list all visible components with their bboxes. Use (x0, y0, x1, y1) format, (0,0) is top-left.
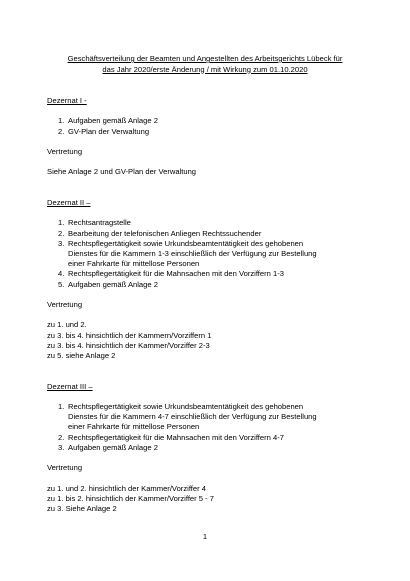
document-body (47, 96, 387, 514)
list-item: 2. Rechtspflegertätigkeit für die Mahnsachen mit den Vorziffern 4-7 (58, 432, 284, 442)
dezernat-1-vertretung-text: Siehe Anlage 2 und GV-Plan der Verwaltung (47, 167, 197, 177)
list-item: 1. Rechtspflegertätigkeit sowie Urkundsbeamtentätigkeit des gehobenen Dienstes für die Kammern 4-7 einschließlich der Verfügung zur Bestellung einer Fahrkarte für mittellose Personen (58, 401, 317, 432)
document-title (0, 54, 410, 75)
list-item: 2. GV-Plan der Verwaltung (58, 126, 150, 136)
dezernat-3-heading: Dezernat III – (47, 381, 93, 391)
dezernat-3-list (47, 402, 387, 453)
vertretung-line: zu 3. bis 4. hinsichtlich der Kammern/Vorziffern 1 (47, 330, 212, 340)
dezernat-3-vertretung (47, 484, 387, 515)
dezernat-1-list (47, 116, 387, 136)
vertretung-line: zu 1. und 2. hinsichtlich der Kammer/Vorziffer 4 (47, 483, 206, 493)
list-item: 3. Rechtspflegertätigkeit sowie Urkundsbeamtentätigkeit des gehobenen Dienstes für die Kammern 1-3 einschließlich der Verfügung zur Bestellung einer Fahrkarte für mittellose Personen (58, 238, 317, 269)
title-line-2: das Jahr 2020/erste Änderung / mit Wirkung zum 01.10.2020 (102, 64, 308, 74)
vertretung-line: zu 1. bis 2. hinsichtlich der Kammer/Vorziffer 5 - 7 (47, 493, 214, 503)
list-item: 1. Aufgaben gemäß Anlage 2 (58, 116, 158, 126)
dezernat-2-vertretung-label: Vertretung (47, 299, 83, 309)
dezernat-3-vertretung-label: Vertretung (47, 463, 83, 473)
vertretung-line: zu 1. und 2. (47, 320, 87, 330)
list-item: 5. Aufgaben gemäß Anlage 2 (58, 279, 158, 289)
vertretung-line: zu 3. Siehe Anlage 2 (47, 503, 117, 513)
vertretung-line: zu 3. bis 4. hinsichtlich der Kammer/Vorziffer 2-3 (47, 340, 210, 350)
dezernat-2-heading: Dezernat II – (47, 197, 91, 207)
list-item: 2. Bearbeitung der telefonischen Anliegen Rechtssuchender (58, 228, 262, 238)
vertretung-line: zu 5. siehe Anlage 2 (47, 350, 116, 360)
dezernat-2-vertretung (47, 320, 387, 361)
dezernat-2-list (47, 218, 387, 289)
dezernat-1-vertretung-label: Vertretung (47, 146, 83, 156)
list-item: 3. Aufgaben gemäß Anlage 2 (58, 442, 158, 452)
title-line-1: Geschäftsverteilung der Beamten und Angestellten des Arbeitsgerichts Lübeck für (67, 54, 343, 63)
list-item: 1. Rechtsantragstelle (58, 218, 131, 228)
list-item: 4. Rechtspflegertätigkeit für die Mahnsachen mit den Vorziffern 1-3 (58, 269, 284, 279)
dezernat-1-heading: Dezernat I - (47, 96, 87, 105)
page-number: 1 (202, 532, 208, 541)
